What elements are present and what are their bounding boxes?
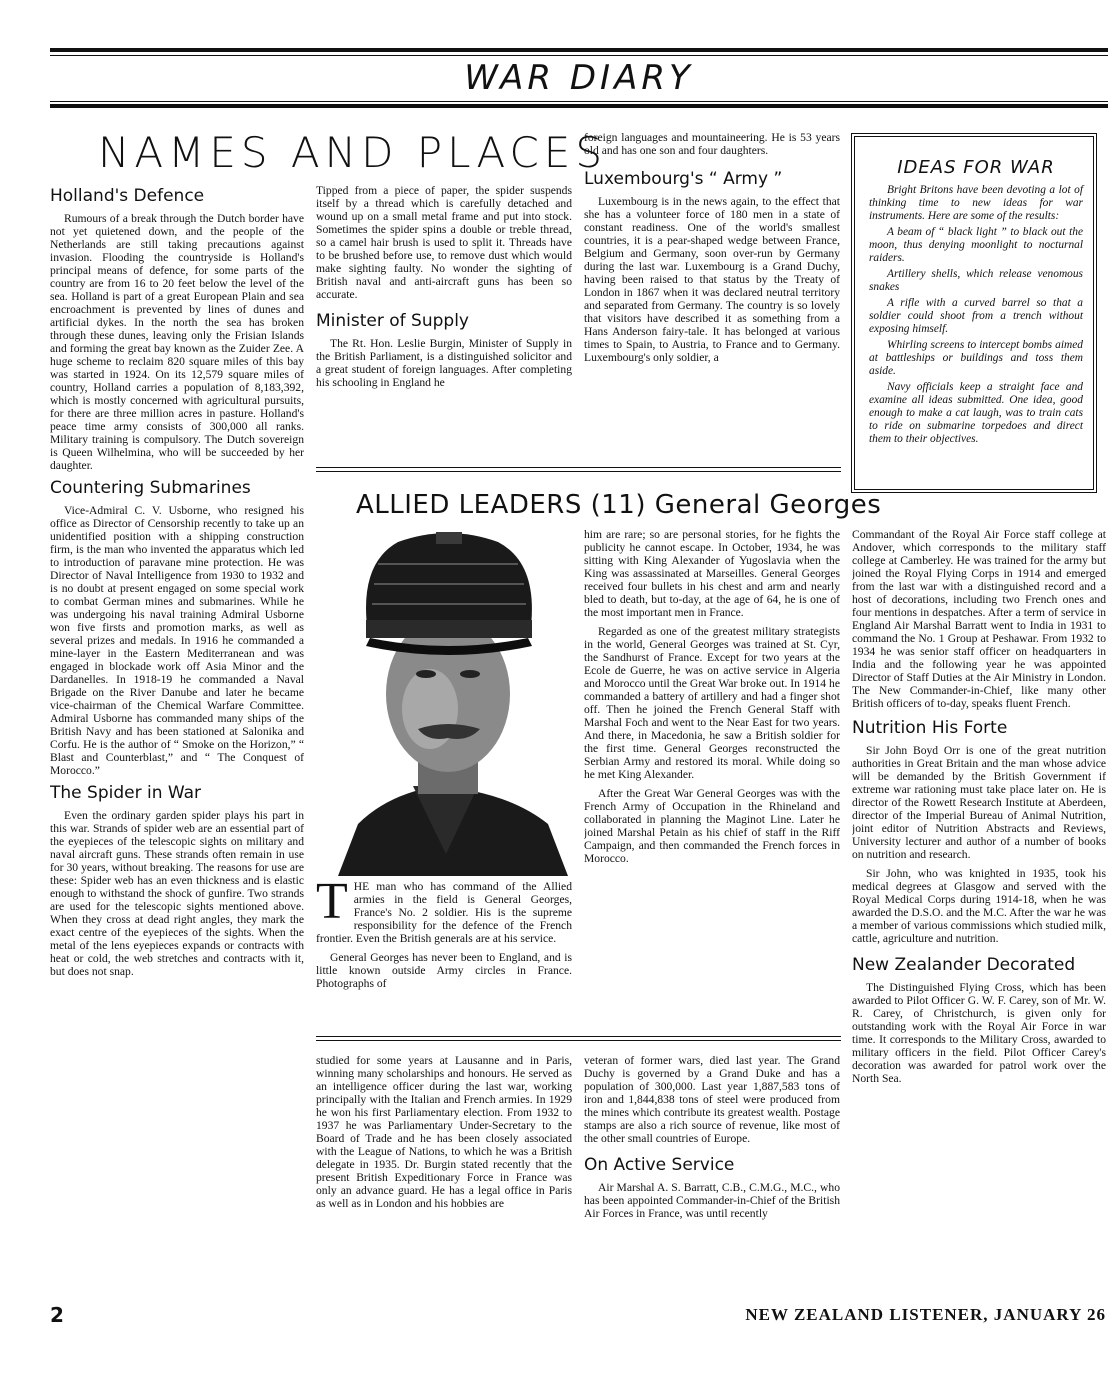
page-number: 2	[50, 1303, 64, 1327]
luxembourg-heading: Luxembourg's “ Army ”	[584, 169, 783, 189]
ideas-item: Navy officials keep a straight face and examine all ideas submitted. One idea, good enough to make a cat laugh, was to train cats to ride on submarine torpedoes and direct them to their objectives.	[869, 381, 1083, 445]
ideas-item: A rifle with a curved barrel so that a soldier could shoot from a trench without exposing himself.	[869, 297, 1083, 335]
on-active-service-text: Air Marshal A. S. Barratt, C.B., C.M.G., M.C., who has been appointed Commander-in-Chief of the British Air Forces in France, was until recently	[584, 1181, 840, 1220]
column-1	[50, 184, 304, 1284]
luxembourg-text: Luxembourg is in the news again, to the effect that she has a volunteer force of 180 men in a state of constant readiness. One of the world's smallest countries, it is a pear-shaped wedge between France, Belgium and Germany, soon over-run by Germany during the last war. Luxembourg is a Grand Duchy, having been raised to that status by the Treaty of London in 1867 when it was declared neutral territory and separated from Germany. The country is so lovely that visitors have described it as something from a Hans Anderson fairy-tale. It has belonged at various times to Spain, to Austria, to France and to Germany. Luxembourg's only soldier, a	[584, 195, 840, 364]
countering-submarines-text: Vice-Admiral C. V. Usborne, who resigned his office as Director of Censorship recently to take up an unidentified position with a shipping construction firm, is the man who invented the apparatus which led to introduction of paravane mine protection. He was Director of Naval Intelligence from 1930 to 1932 and is no doubt at present engaged on some special work to combat German mines and submarines. While he was undergoing his naval training Admiral Usborne won five firsts and promotion marks, as well as several prizes and medals. In 1916 he commanded a mine-layer in the Eastern Mediterranean and was engaged in blockade work off Asia Minor and the Dardanelles. In 1918-19 he commanded a Naval Brigade on the River Danube and later he became vice-chairman of the Chemical Warfare Committee. Admiral Usborne has commanded many ships of the British Navy and has been stationed at Salonika and Corfu. He is the author of “ Smoke on the Horizon,” “ Blast and Counterblast,” and “ The Conquest of Morocco.”	[50, 504, 304, 777]
masthead-rule-thick	[50, 104, 1108, 108]
ideas-item: A beam of “ black light ” to black out the moon, thus denying moonlight to nocturnal raiders.	[869, 226, 1083, 264]
new-zealander-text: The Distinguished Flying Cross, which has been awarded to Pilot Officer G. W. F. Carey, son of Mr. W. R. Carey, of Christchurch, is given only for outstanding work with the Royal Air Force in war time. It corresponds to the Military Cross, awarded to military officers in the field. Pilot Officer Carey's decoration was awarded for patrol work over the North Sea.	[852, 981, 1106, 1085]
column-2-top	[316, 184, 572, 459]
dropcap: T	[316, 880, 348, 930]
minister-of-supply-text: The Rt. Hon. Leslie Burgin, Minister of Supply in the British Parliament, is a distinguished solicitor and a great student of foreign languages. After completing his schooling in England he	[316, 337, 572, 389]
top-rule-thin	[50, 55, 1108, 56]
masthead-rule-thin	[50, 101, 1108, 102]
allied-para-5: After the Great War General Georges was with the French Army of Occupation in the Rhineland and collaborated in planning the Maginot Line. Later he joined Marshal Petain as his chief of staff in the Riff Campaign, and then commanded the French forces in Morocco.	[584, 787, 840, 865]
allied-bottom-rule-1	[316, 1036, 841, 1037]
spider-in-war-continued: Tipped from a piece of paper, the spider suspends itself by a thread which is carefully detached and wound up on a small metal frame and put into stock. Sometimes the spider spins a double or treble thread, so a camel hair brush is used to split it. Threads have to be brushed before use, to remove dust which would make sighting faulty. No wonder the sighting of British naval and anti-aircraft guns has been so accurate.	[316, 184, 572, 301]
allied-para-1: HE man who has command of the Allied armies in the field is General Georges, France's No. 2 soldier. His is the supreme responsibility for the defence of the French frontier. Even the British generals are at his service.	[316, 880, 572, 945]
allied-para-4: Regarded as one of the greatest military strategists in the world, General Georges was trained at St. Cyr, the Sandhurst of France. Except for two years at the Ecole de Guerre, he was on active service in Algeria and Morocco until the Great War broke out. In 1914 he commanded a battery of artillery and had a finger shot off. Then he joined the French General Staff with Marshal Foch and went to the Near East for two years. And there, in Macedonia, he saw a British soldier for the first time. General Georges reconstructed the Serbian Army and restored its moral. While doing so he met King Alexander.	[584, 625, 840, 781]
new-zealander-heading: New Zealander Decorated	[852, 955, 1076, 975]
allied-bottom-rule-2	[316, 1040, 841, 1041]
allied-leaders-title: ALLIED LEADERS (11) General Georges	[356, 490, 882, 520]
column-4	[852, 528, 1106, 1288]
column-2-bottom	[316, 1054, 572, 1290]
minister-of-supply-continued: studied for some years at Lausanne and in Paris, winning many scholarships and honours. He served as an intelligence officer during the last war, working principally with the Italian and French armies. In 1929 he won his first Parliamentary election. From 1932 to 1937 he was Parliamentary Under-Secretary to the Board of Trade and he has been closely associated with the League of Nations, to which he was a British delegate in 1935. Dr. Burgin stated recently that the present British Expeditionary Force in France was only an advance guard. He has a legal office in Paris as well as in London and his hobbies are	[316, 1054, 572, 1210]
nutrition-para-2: Sir John, who was knighted in 1935, took his medical degrees at Glasgow and served with the Royal Medical Corps during 1914-18, when he was awarded the D.S.O. and the M.C. After the war he was a member of various commissions which studied milk, cattle, agriculture and nutrition.	[852, 867, 1106, 945]
ideas-item: Whirling screens to intercept bombs aimed at battleships or buildings and toss them aside.	[869, 339, 1083, 377]
countering-submarines-heading: Countering Submarines	[50, 478, 251, 498]
hollands-defence-text: Rumours of a break through the Dutch border have not yet quietened down, and the people of the Netherlands are still taking precautions against invasion. Flooding the countryside is Holland's principal means of defence, for some parts of the country are from 16 to 20 feet below the level of the sea. Holland is part of a great European Plain and sea encroachment is prevented by lines of dunes and artificial dykes. In the north the sea has broken through these dunes, leaving only the Frisian Islands and forming the great bay known as the Zuider Zee. A huge scheme to reclaim 820 square miles of this bay was started in 1924. On its 12,579 square miles of country, Holland carries a population of 8,183,392, which is mostly concerned with agricultural pursuits, for there are three million acres in pasture. Holland's peace time army consists of 300,000 all ranks. Military training is compulsory. The Dutch sovereign is Queen Wilhelmina, who will be succeeded by her daughter.	[50, 212, 304, 472]
allied-top-rule-1	[316, 467, 841, 468]
on-active-service-heading: On Active Service	[584, 1155, 735, 1175]
minister-of-supply-continued-top: foreign languages and mountaineering. He is 53 years old and has one son and four daughters.	[584, 131, 840, 157]
on-active-service-continued: Commandant of the Royal Air Force staff college at Andover, which corresponds to the military staff college at Camberley. He was trained for the army but joined the Royal Flying Corps in 1914 and emerged from the last war with a distinguished record and a host of decorations, including two French ones and four mentions in despatches. After a term of service in England Air Marshal Barratt went to India in 1931 to command the No. 1 Group at Peshawar. From 1932 to 1934 he was senior staff officer on headquarters in India and the following year he was appointed Director of Staff Duties at the Air Ministry in London. The New Commander-in-Chief, like many other British officers of to-day, speaks fluent French.	[852, 528, 1106, 710]
luxembourg-continued: veteran of former wars, died last year. The Grand Duchy is governed by a Grand Duke and has a population of 300,000. Last year 1,887,583 tons of iron and 1,844,838 tons of steel were produced from the mines which contribute its greatest wealth. Postage stamps are also a rich source of revenue, like most of the other small countries of Europe.	[584, 1054, 840, 1145]
ideas-item: Artillery shells, which release venomous snakes	[869, 268, 1083, 293]
top-rule-thick	[50, 48, 1108, 52]
minister-of-supply-heading: Minister of Supply	[316, 311, 469, 331]
general-georges-portrait	[318, 524, 574, 876]
column-3-bottom	[584, 1054, 840, 1290]
allied-para-3: him are rare; so are personal stories, for he fights the publicity he cannot escape. In October, 1934, he was sitting with King Alexander of Yugoslavia when the King was assassinated at Marseilles. General Georges received four bullets in his chest and arm and nearly bled to death, but to-day, at the age of 64, he is one of the most important men in France.	[584, 528, 840, 619]
publication-line: NEW ZEALAND LISTENER, JANUARY 26	[745, 1305, 1106, 1324]
allied-top-rule-2	[316, 471, 841, 472]
ideas-item: Bright Britons have been devoting a lot of thinking time to new ideas for war instruments. Here are some of the results:	[869, 184, 1083, 222]
column-3-top	[584, 131, 840, 461]
ideas-for-war-title: IDEAS FOR WAR	[897, 157, 1055, 178]
hollands-defence-heading: Holland's Defence	[50, 186, 205, 206]
nutrition-para-1: Sir John Boyd Orr is one of the great nutrition authorities in Great Britain and the man whose advice will be demanded by the British Government if extreme war rationing must take place later on. He is director of the Rowett Research Institute at Aberdeen, director of the Imperial Bureau of Animal Nutrition, joint editor of Nutrition Abstracts and Reviews, University lecturer and author of a number of books on nutrition and research.	[852, 744, 1106, 861]
allied-para-2: General Georges has never been to England, and is little known outside Army circles in France. Photographs of	[316, 951, 572, 990]
nutrition-heading: Nutrition His Forte	[852, 718, 1008, 738]
allied-col-3	[584, 528, 840, 1028]
ideas-for-war-box	[854, 136, 1094, 490]
masthead: WAR DIARY	[464, 58, 694, 98]
spider-in-war-heading: The Spider in War	[50, 783, 201, 803]
allied-col-2	[316, 880, 572, 1028]
spider-in-war-text: Even the ordinary garden spider plays his part in this war. Strands of spider web are an essential part of the eyepieces of the telescopic sights on military and naval aircraft guns. These strands often remain in use for 30 years, without breaking. The reasons for use are these: Spider web has an even thickness and is elastic enough to withstand the shock of gunfire. Two strands are used for the telescopic sights mentioned above. When they cross at dead right angles, they mark the exact centre of the eyepieces of the sights. When the metal of the lens eyepieces expands or contracts with heat or cold, the web stretches and contracts with it, but does not snap.	[50, 809, 304, 978]
section-title: NAMES AND PLACES	[98, 128, 607, 177]
